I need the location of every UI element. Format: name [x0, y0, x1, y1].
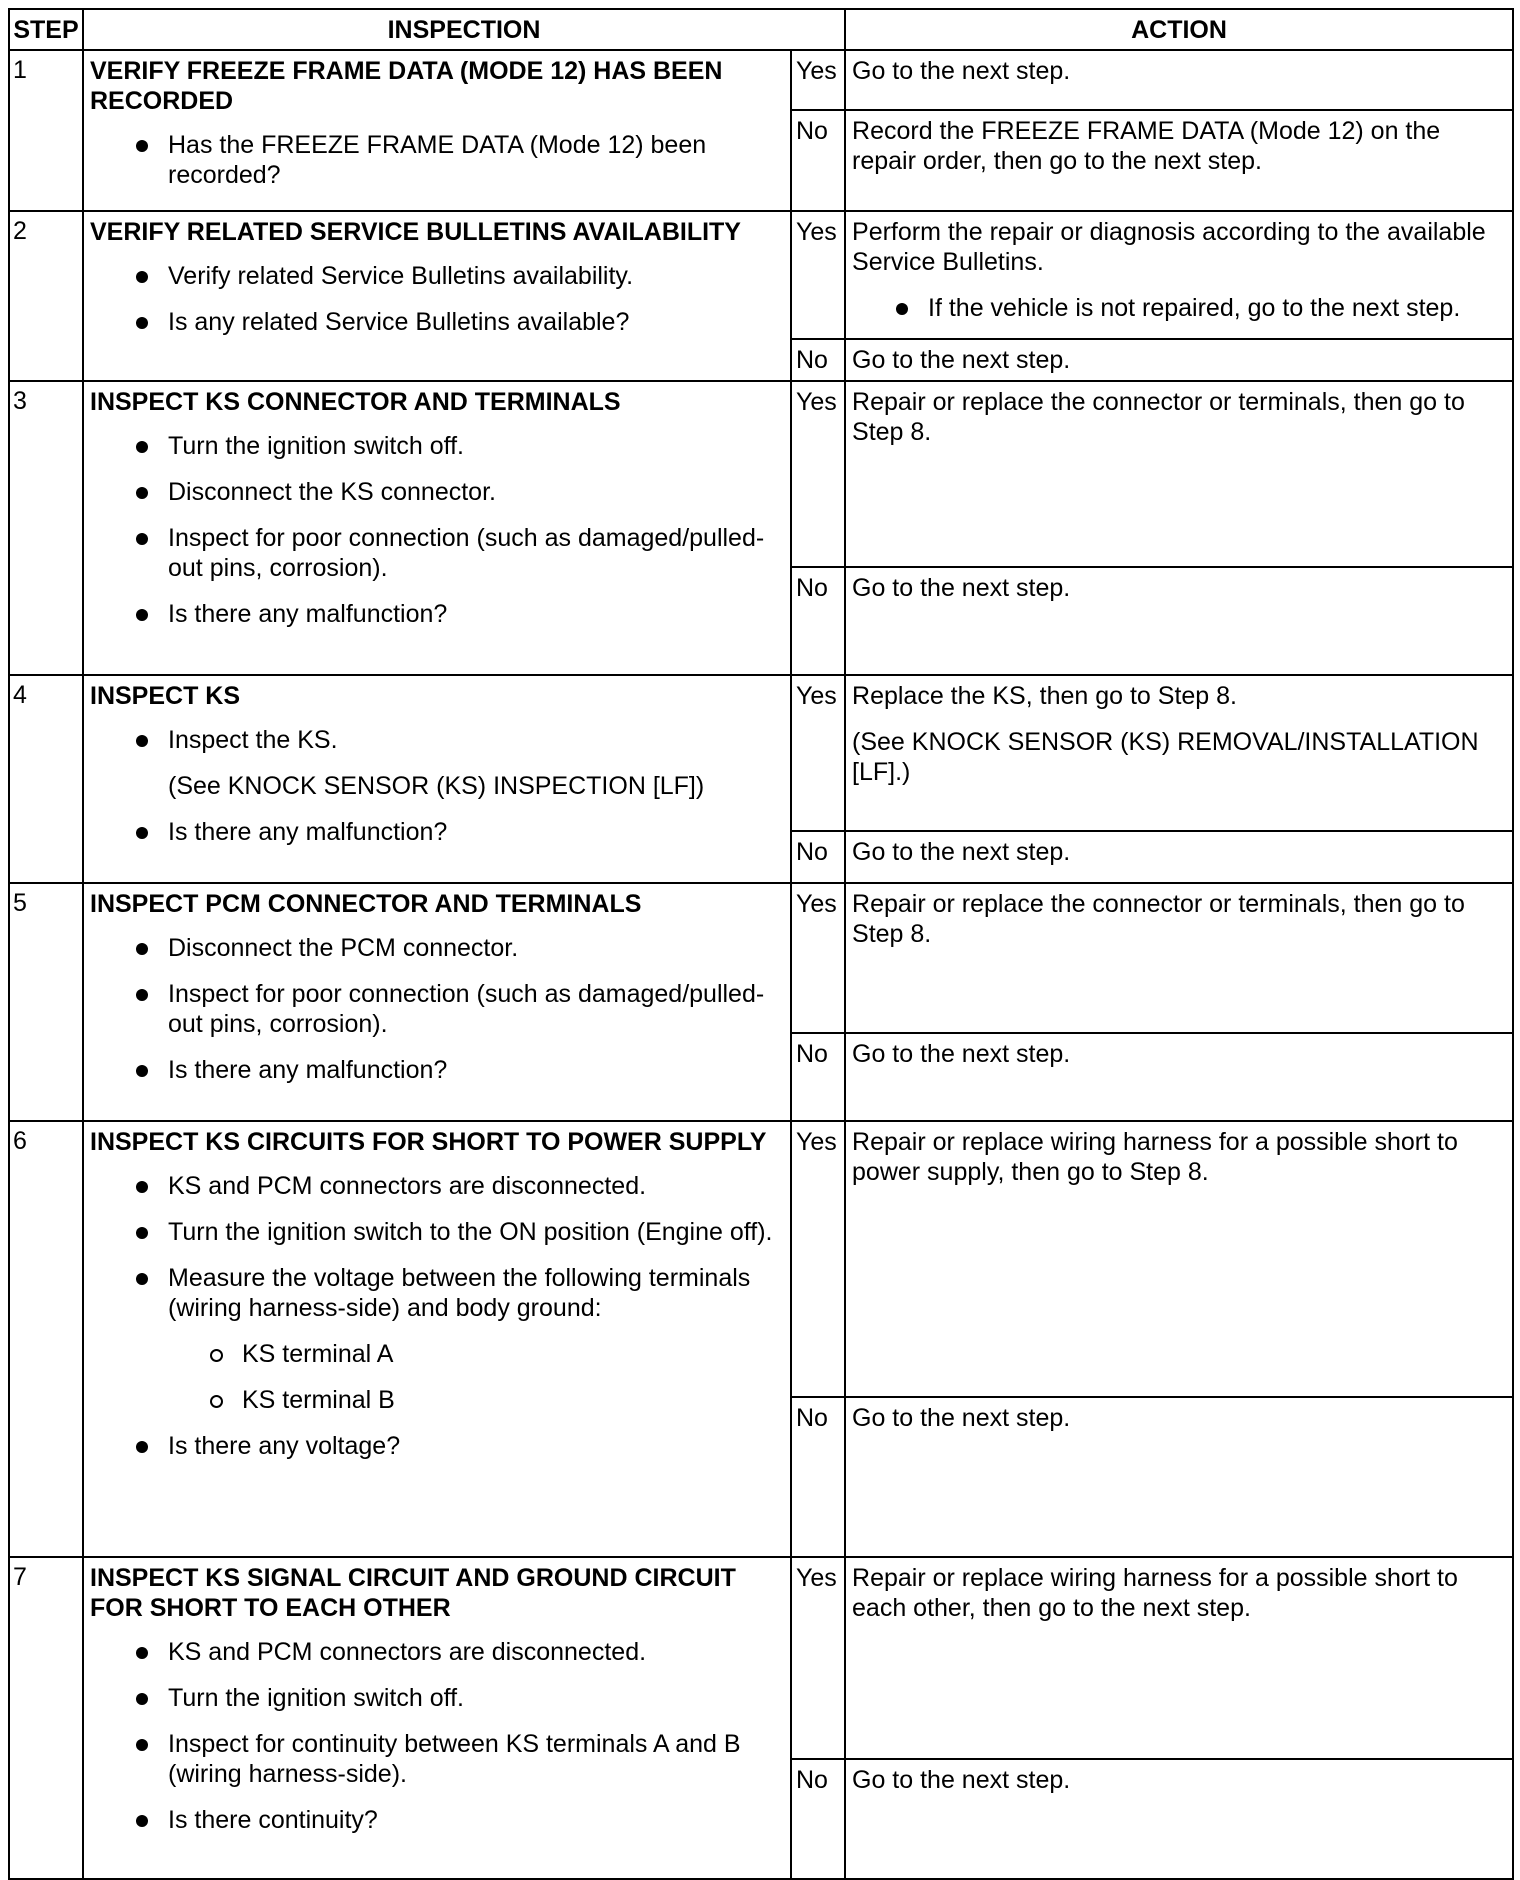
step-number: 6 — [9, 1121, 83, 1557]
inspection-cell — [83, 211, 791, 381]
step-3-yes-row — [9, 381, 1513, 567]
header-step: STEP — [9, 9, 83, 50]
no-action: Record the FREEZE FRAME DATA (Mode 12) on the repair order, then go to the next step. — [845, 110, 1513, 211]
yes-label: Yes — [791, 675, 845, 831]
sub-bullet-item: KS terminal B — [90, 1385, 780, 1415]
yes-label: Yes — [791, 50, 845, 110]
bullet-item: Inspect for poor connection (such as damaged/pulled-out pins, corrosion). — [90, 523, 780, 583]
yes-action: Replace the KS, then go to Step 8. — [852, 682, 1238, 710]
inspection-cell — [83, 675, 791, 883]
bullet-item: Disconnect the KS connector. — [90, 477, 780, 507]
bullet-item: Has the FREEZE FRAME DATA (Mode 12) been recorded? — [90, 130, 780, 190]
yes-action: Go to the next step. — [845, 50, 1513, 110]
bullet-item: Turn the ignition switch off. — [90, 431, 780, 461]
yes-action: Repair or replace wiring harness for a possible short to each other, then go to the next step. — [845, 1557, 1513, 1759]
header-inspection: INSPECTION — [83, 9, 845, 50]
reference-note: (See KNOCK SENSOR (KS) REMOVAL/INSTALLATION [LF].) — [852, 728, 1479, 786]
yes-action-cell — [845, 211, 1513, 339]
inspection-title: VERIFY RELATED SERVICE BULLETINS AVAILABILITY — [90, 218, 741, 246]
reference-note: (See KNOCK SENSOR (KS) INSPECTION [LF]) — [168, 772, 705, 800]
bullet-item: Is there any malfunction? — [90, 817, 780, 847]
bullet-item: Is there continuity? — [90, 1805, 780, 1835]
inspection-title: INSPECT KS CIRCUITS FOR SHORT TO POWER SUPPLY — [90, 1128, 767, 1156]
bullet-item: Verify related Service Bulletins availability. — [90, 261, 780, 291]
yes-label: Yes — [791, 381, 845, 567]
step-number: 3 — [9, 381, 83, 675]
yes-label: Yes — [791, 883, 845, 1033]
bullet-item: KS and PCM connectors are disconnected. — [90, 1637, 780, 1667]
yes-action: Perform the repair or diagnosis according to the available Service Bulletins. — [852, 218, 1486, 276]
step-number: 4 — [9, 675, 83, 883]
step-5-yes-row — [9, 883, 1513, 1033]
bullet-item: Turn the ignition switch to the ON position (Engine off). — [90, 1217, 780, 1247]
no-action: Go to the next step. — [845, 1759, 1513, 1879]
step-6-yes-row — [9, 1121, 1513, 1397]
inspection-title: INSPECT PCM CONNECTOR AND TERMINALS — [90, 890, 642, 918]
no-action: Go to the next step. — [845, 339, 1513, 381]
yes-label: Yes — [791, 211, 845, 339]
step-2-yes-row — [9, 211, 1513, 339]
inspection-cell — [83, 1121, 791, 1557]
header-row — [9, 9, 1513, 50]
bullet-item: Turn the ignition switch off. — [90, 1683, 780, 1713]
no-action: Go to the next step. — [845, 1397, 1513, 1557]
no-label: No — [791, 831, 845, 883]
yes-label: Yes — [791, 1121, 845, 1397]
step-number: 1 — [9, 50, 83, 211]
bullet-item: Inspect for continuity between KS terminals A and B (wiring harness-side). — [90, 1729, 780, 1789]
no-action: Go to the next step. — [845, 567, 1513, 675]
inspection-cell — [83, 883, 791, 1121]
step-number: 2 — [9, 211, 83, 381]
inspection-cell — [83, 1557, 791, 1879]
step-7-yes-row — [9, 1557, 1513, 1759]
step-number: 7 — [9, 1557, 83, 1879]
bullet-item: Is there any malfunction? — [90, 599, 780, 629]
inspection-title: INSPECT KS SIGNAL CIRCUIT AND GROUND CIRCUIT FOR SHORT TO EACH OTHER — [90, 1564, 736, 1622]
bullet-item: Inspect for poor connection (such as damaged/pulled-out pins, corrosion). — [90, 979, 780, 1039]
inspection-title: VERIFY FREEZE FRAME DATA (MODE 12) HAS BEEN RECORDED — [90, 57, 723, 115]
inspection-title: INSPECT KS — [90, 682, 241, 710]
bullet-item: KS and PCM connectors are disconnected. — [90, 1171, 780, 1201]
no-label: No — [791, 1033, 845, 1121]
yes-action: Repair or replace the connector or terminals, then go to Step 8. — [845, 883, 1513, 1033]
no-action: Go to the next step. — [845, 831, 1513, 883]
bullet-item: Measure the voltage between the following terminals (wiring harness-side) and body ground: — [90, 1263, 780, 1323]
diagnostic-procedure-table — [8, 8, 1514, 1880]
no-action: Go to the next step. — [845, 1033, 1513, 1121]
bullet-item: Is there any malfunction? — [90, 1055, 780, 1085]
no-label: No — [791, 1397, 845, 1557]
sub-bullet-item: KS terminal A — [90, 1339, 780, 1369]
no-label: No — [791, 1759, 845, 1879]
inspection-cell — [83, 381, 791, 675]
step-1-yes-row — [9, 50, 1513, 110]
header-action: ACTION — [845, 9, 1513, 50]
yes-label: Yes — [791, 1557, 845, 1759]
no-label: No — [791, 110, 845, 211]
bullet-item: Is there any voltage? — [90, 1431, 780, 1461]
inspection-cell — [83, 50, 791, 211]
no-label: No — [791, 567, 845, 675]
bullet-item: Inspect the KS. — [90, 725, 780, 755]
step-4-yes-row — [9, 675, 1513, 831]
inspection-title: INSPECT KS CONNECTOR AND TERMINALS — [90, 388, 621, 416]
yes-action: Repair or replace the connector or terminals, then go to Step 8. — [845, 381, 1513, 567]
action-bullet: If the vehicle is not repaired, go to the next step. — [852, 293, 1504, 323]
bullet-item: Is any related Service Bulletins available? — [90, 307, 780, 337]
yes-action-cell — [845, 675, 1513, 831]
step-number: 5 — [9, 883, 83, 1121]
yes-action: Repair or replace wiring harness for a possible short to power supply, then go to Step 8. — [845, 1121, 1513, 1397]
no-label: No — [791, 339, 845, 381]
bullet-item: Disconnect the PCM connector. — [90, 933, 780, 963]
